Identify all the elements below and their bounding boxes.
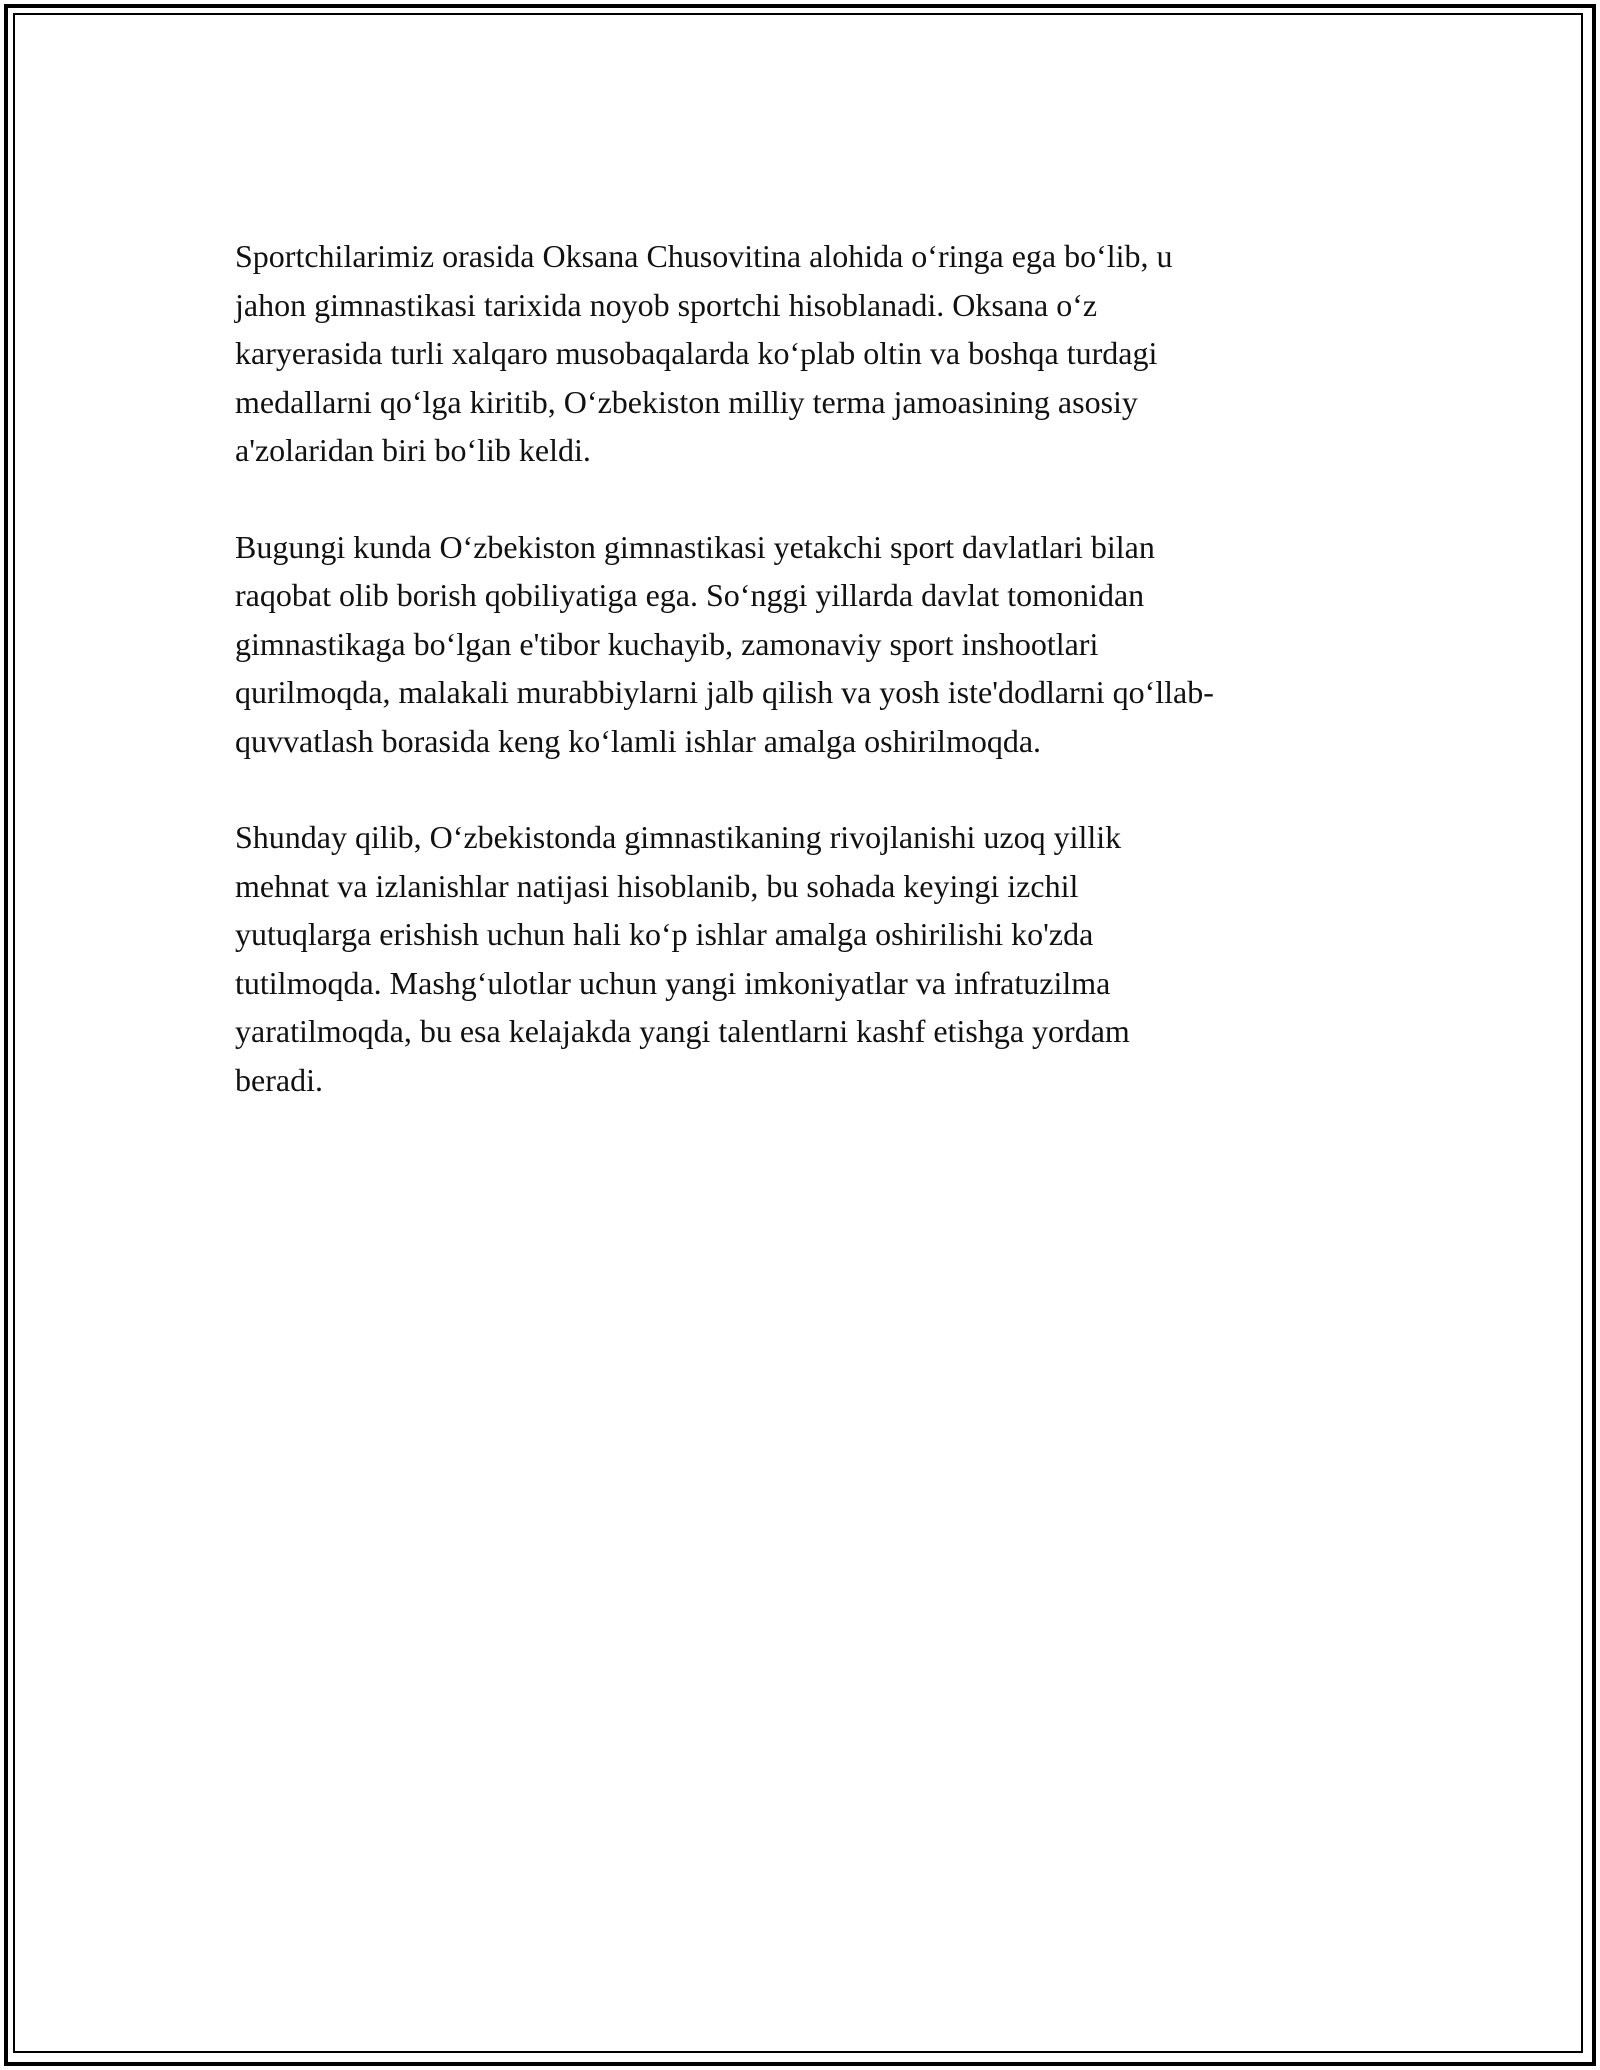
document-body bbox=[235, 232, 1375, 1152]
paragraph-conclusion: Shunday qilib, O‘zbekistonda gimnastikaning rivojlanishi uzoq yillik mehnat va izlanishlar natijasi hisoblanib, bu sohada keyingi izchil yutuqlarga erishish uchun hali ko‘p ishlar amalga oshirilishi ko'zda tutilmoqda. Mashg‘ulotlar uchun yangi imkoniyatlar va infratuzilma yaratilmoqda, bu esa kelajakda yangi talentlarni kashf etishga yordam beradi. bbox=[235, 819, 1130, 1098]
paragraph-gymnastics-today: Bugungi kunda O‘zbekiston gimnastikasi yetakchi sport davlatlari bilan raqobat olib borish qobiliyatiga ega. So‘nggi yillarda davlat tomonidan gimnastikaga bo‘lgan e'tibor kuchayib, zamonaviy sport inshootlari qurilmoqda, malakali murabbiylarni jalb qilish va yosh iste'dodlarni qo‘llab- quvvatlash borasida keng ko‘lamli ishlar amalga oshirilmoqda. bbox=[235, 528, 1214, 759]
paragraph-chusovitina: Sportchilarimiz orasida Oksana Chusovitina alohida o‘ringa ega bo‘lib, u jahon gimnastikasi tarixida noyob sportchi hisoblanadi. Oksana o‘z karyerasida turli xalqaro musobaqalarda ko‘plab oltin va boshqa turdagi medallarni qo‘lga kiritib, O‘zbekiston milliy terma jamoasining asosiy a'zolaridan biri bo‘lib keldi. bbox=[235, 238, 1173, 468]
